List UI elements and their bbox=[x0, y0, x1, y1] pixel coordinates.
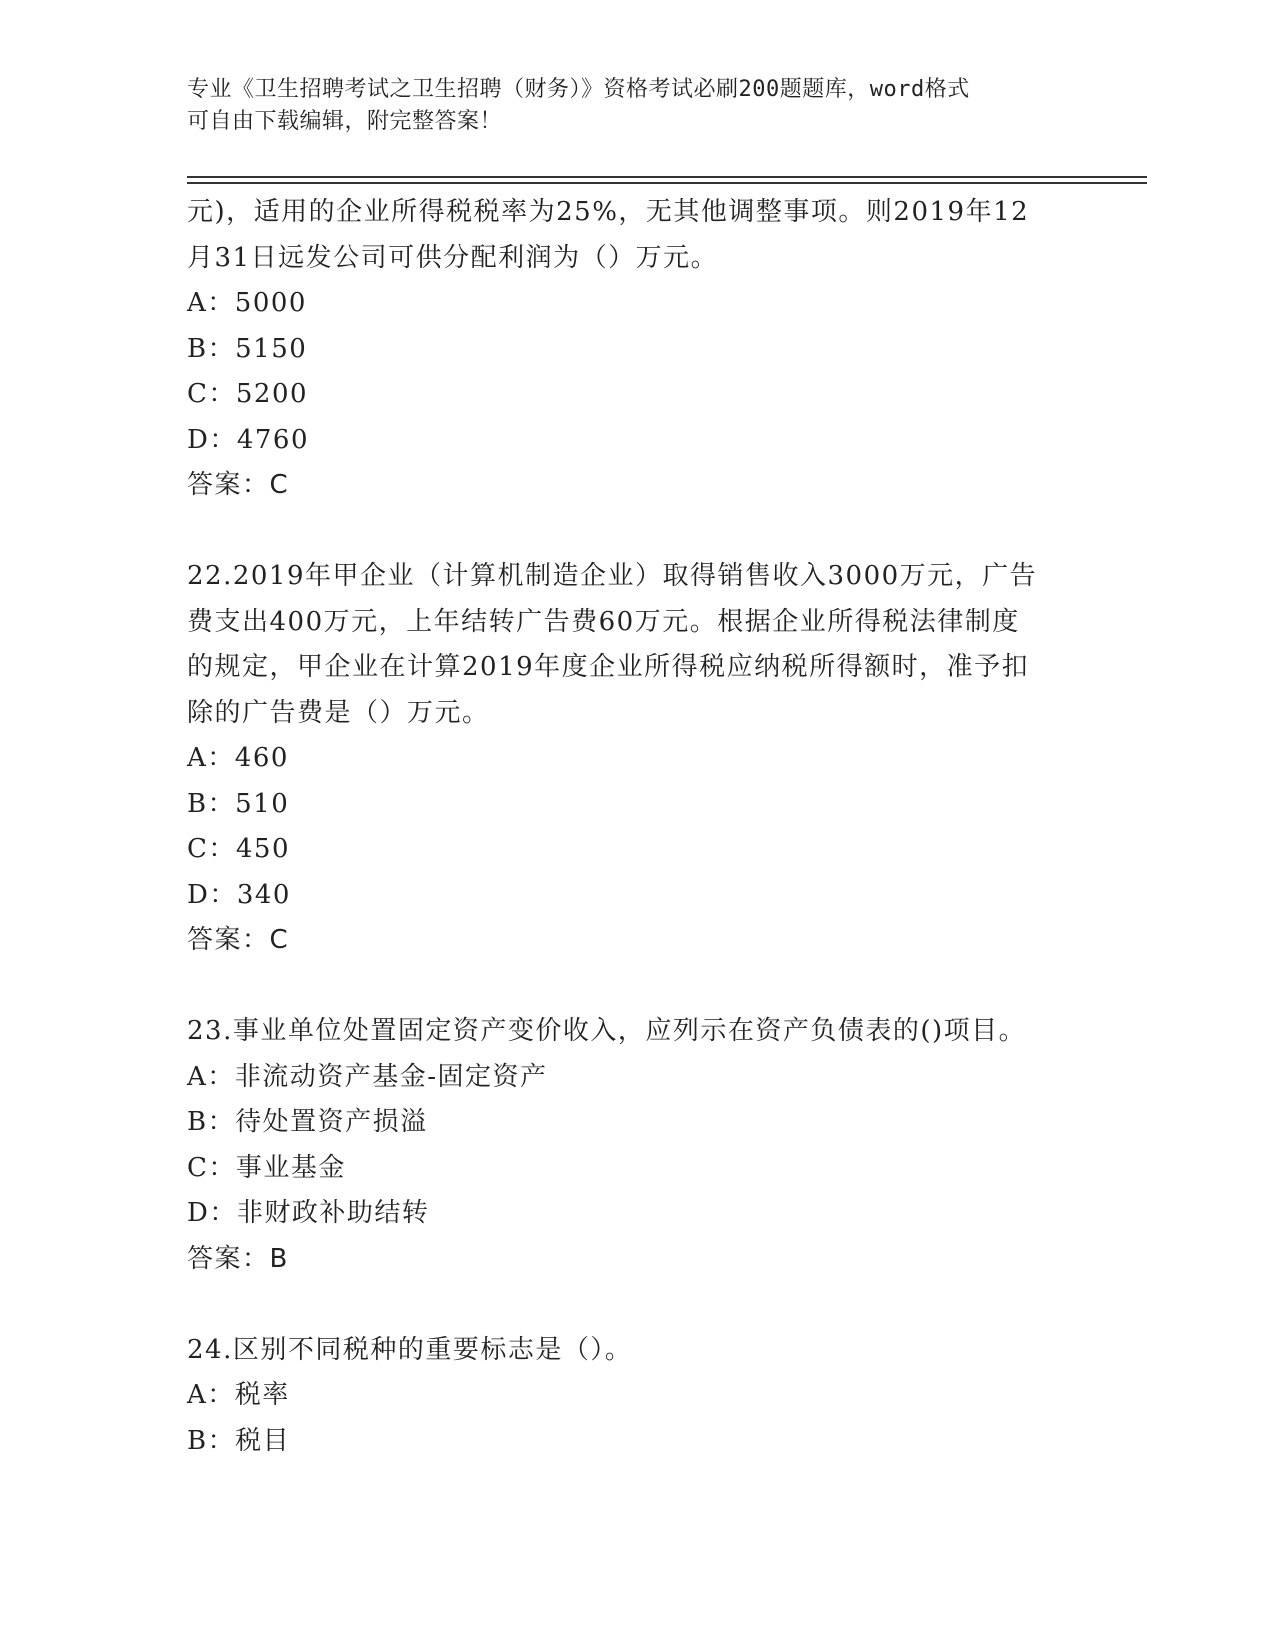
option-b: B：5150 bbox=[187, 333, 308, 364]
option-c: C：450 bbox=[187, 834, 291, 864]
option-b: B：510 bbox=[187, 788, 290, 819]
answer: 答案：C bbox=[187, 925, 290, 955]
header-rule-bottom bbox=[187, 182, 1147, 184]
spacer bbox=[187, 1282, 1087, 1328]
question-text-line: 的规定，甲企业在计算2019年度企业所得税应纳税所得额时，准予扣 bbox=[187, 652, 1030, 682]
question-text-line: 除的广告费是（）万元。 bbox=[187, 697, 490, 728]
option-a: A：非流动资产基金-固定资产 bbox=[187, 1061, 548, 1092]
option-a: A：5000 bbox=[187, 288, 307, 318]
answer: 答案：B bbox=[187, 1243, 289, 1274]
option-b: B：税目 bbox=[187, 1425, 291, 1456]
header-line-1: 专业《卫生招聘考试之卫生招聘（财务）》资格考试必刷200题题库，word格式 bbox=[187, 77, 970, 102]
question-22 bbox=[187, 554, 1087, 964]
header-line-2: 可自由下载编辑，附完整答案！ bbox=[187, 109, 503, 134]
question-23 bbox=[187, 1009, 1087, 1282]
question-text-line: 23.事业单位处置固定资产变价收入，应列示在资产负债表的()项目。 bbox=[187, 1016, 1027, 1046]
option-a: A：460 bbox=[187, 743, 289, 773]
option-a: A：税率 bbox=[187, 1380, 290, 1410]
question-24 bbox=[187, 1328, 1087, 1465]
question-21 bbox=[187, 190, 1087, 509]
document-header bbox=[187, 74, 1087, 138]
option-c: C：5200 bbox=[187, 379, 309, 409]
question-text-line: 月31日远发公司可供分配利润为（）万元。 bbox=[187, 242, 719, 273]
option-d: D：4760 bbox=[187, 424, 310, 455]
question-text-line: 费支出400万元，上年结转广告费60万元。根据企业所得税法律制度 bbox=[187, 606, 1020, 637]
option-d: D：非财政补助结转 bbox=[187, 1198, 430, 1228]
spacer bbox=[187, 509, 1087, 555]
answer: 答案：C bbox=[187, 470, 290, 500]
option-b: B：待处置资产损溢 bbox=[187, 1107, 428, 1137]
spacer bbox=[187, 964, 1087, 1010]
header-rule-top bbox=[187, 176, 1147, 178]
question-text-line: 22.2019年甲企业（计算机制造企业）取得销售收入3000万元，广告 bbox=[187, 561, 1038, 591]
question-text-line: 元)，适用的企业所得税税率为25%，无其他调整事项。则2019年12 bbox=[187, 197, 1030, 227]
option-c: C：事业基金 bbox=[187, 1152, 346, 1183]
question-content bbox=[187, 190, 1087, 1464]
question-text-line: 24.区别不同税种的重要标志是（）。 bbox=[187, 1334, 633, 1365]
option-d: D：340 bbox=[187, 879, 291, 910]
